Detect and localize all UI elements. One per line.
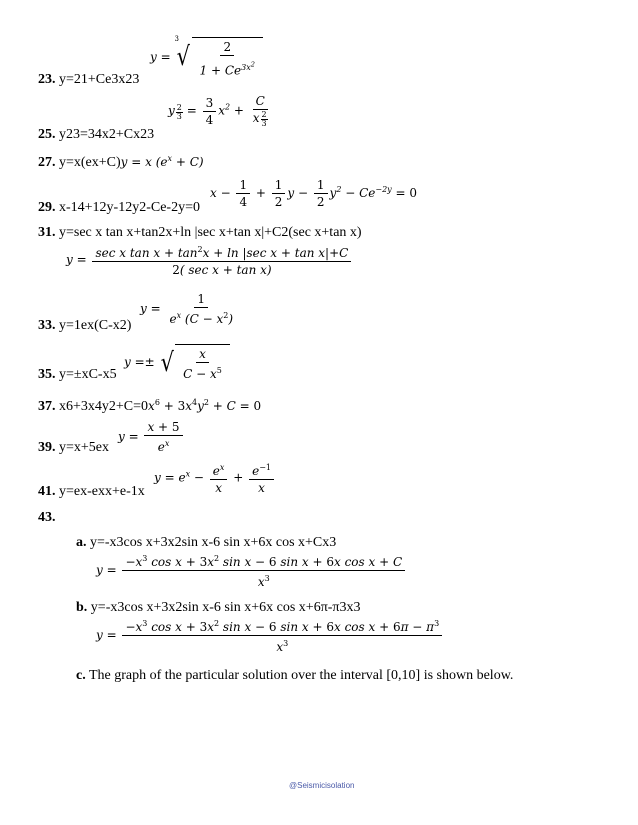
formula-25: y $\frac{2}{3}$ = $\frac{3}{4}$ $x^2$ + C x $\frac{2}{3}$ — [168, 94, 267, 128]
problem-number: 33. — [38, 318, 56, 333]
problem-number: 31. — [38, 225, 56, 240]
formula-31: y = $\frac{\sec x \tan x + \tan^2x + \ln |\sec x + \tan x|+C}{\text{2( sec x + tan x)}}$ — [66, 243, 353, 277]
answer-text: x-14+12y-12y2-Ce-2y=0 — [59, 200, 200, 215]
formula-43a: y = $\frac{-x^3 \cos x + 3x^2 \sin x - 6 \sin x + 6x \cos x + C}{x^3}$ — [96, 552, 407, 589]
answer-43 — [38, 510, 56, 526]
part-a — [76, 535, 336, 551]
formula-33: y = $\frac{1}{e^x (C - x^2)}$ — [140, 292, 234, 326]
answer-text: y=±xC-x5 — [59, 367, 117, 382]
answer-23 — [38, 72, 139, 88]
formula-35: y =± √ $\frac{x}{C - x^5}$ — [124, 344, 230, 381]
formula-37: $x^6 + 3x^4y^2 + C = 0$ — [148, 398, 262, 413]
answer-35 — [38, 367, 117, 383]
answer-27 — [38, 151, 204, 171]
problem-number: 37. — [38, 399, 56, 414]
answer-text: y=x+5ex — [59, 440, 110, 455]
part-label: a. — [76, 535, 87, 550]
answer-39 — [38, 440, 109, 456]
answer-text: y23=34x2+Cx23 — [59, 127, 155, 142]
answer-text: y=ex-exx+e-1x — [59, 484, 145, 499]
answer-text: y=x(ex+C) — [59, 155, 121, 170]
part-text: The graph of the particular solution over the interval [0,10] is shown below. — [88, 668, 514, 683]
answer-29 — [38, 200, 200, 216]
part-label: c. — [76, 668, 86, 683]
formula-39: y = $\frac{x + 5}{e^x}$ — [118, 420, 185, 454]
problem-number: 39. — [38, 440, 56, 455]
part-text: y=-x3cos x+3x2sin x-6 sin x+6x cos x+Cx3 — [90, 535, 337, 550]
answer-37 — [38, 395, 261, 415]
watermark: @Seismicisolation — [289, 781, 355, 790]
answer-31 — [38, 225, 362, 241]
answer-33 — [38, 318, 131, 334]
part-c — [76, 668, 513, 684]
answer-text: y=sec x tan x+tan2x+ln |sec x+tan x|+C2(sec x+tan x) — [59, 225, 362, 240]
answer-text: x6+3x4y2+C=0 — [59, 399, 149, 414]
formula-23: y = $^3$√ $\frac{2}{1 + Ce^{3x^2}}$ — [150, 37, 263, 78]
formula-43b: y = $\frac{-x^3 \cos x + 3x^2 \sin x - 6 \sin x + 6x \cos x + 6\pi - \pi^3}{x^3}$ — [96, 617, 444, 654]
formula-29: x − $\frac{1}{4}$ + $\frac{1}{2}$ y − $\frac{1}{2}$ $y^2 - Ce^{-2y} = 0$ — [210, 178, 418, 209]
answer-25 — [38, 127, 154, 143]
part-text: y=-x3cos x+3x2sin x-6 sin x+6x cos x+6π-π3x3 — [90, 600, 361, 615]
answer-41 — [38, 484, 145, 500]
problem-number: 27. — [38, 155, 56, 170]
problem-number: 29. — [38, 200, 56, 215]
answer-text: y=21+Ce3x23 — [59, 72, 140, 87]
part-b — [76, 600, 361, 616]
part-label: b. — [76, 600, 88, 615]
problem-number: 23. — [38, 72, 56, 87]
problem-number: 41. — [38, 484, 56, 499]
problem-number: 25. — [38, 127, 56, 142]
problem-number: 35. — [38, 367, 56, 382]
answer-text: y=1ex(C-x2) — [59, 318, 132, 333]
formula-41: $y = e^x$ − $\frac{e^x}{x}$ + $\frac{e^{-1}}{x}$ — [154, 461, 276, 495]
formula-27: y = x $(e^x + C)$ — [120, 154, 204, 169]
problem-number: 43. — [38, 510, 56, 525]
